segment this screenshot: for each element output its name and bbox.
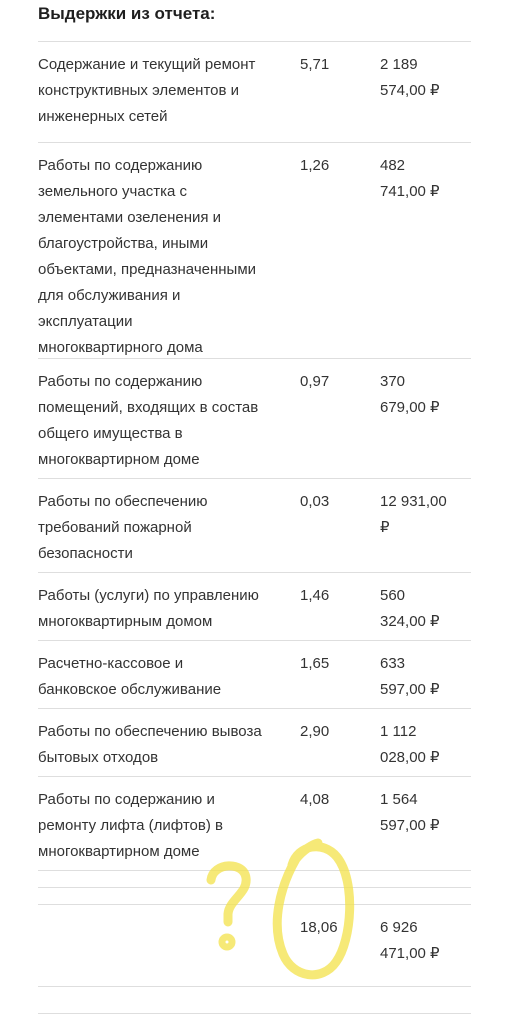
table-row: [38, 641, 471, 709]
row-sum: 633 597,00 ₽: [380, 655, 440, 698]
row-rate: 5,71: [300, 56, 330, 73]
table-row: [38, 573, 471, 641]
row-sum: 2 189 574,00 ₽: [380, 56, 440, 99]
table-row: [38, 871, 471, 888]
row-sum: 12 931,00 ₽: [380, 493, 447, 536]
table-row: [38, 709, 471, 777]
table-row: [38, 359, 471, 479]
total-sum: 6 926 471,00 ₽: [380, 919, 440, 962]
report-table: [38, 41, 471, 1014]
table-row: [38, 143, 471, 359]
row-rate: 2,90: [300, 723, 330, 740]
table-row: [38, 987, 471, 1014]
row-sum: 482 741,00 ₽: [380, 157, 440, 200]
row-sum: 560 324,00 ₽: [380, 587, 440, 630]
row-sum: 1 112 028,00 ₽: [380, 723, 440, 766]
row-name: Расчетно-кассовое и банковское обслуживание: [38, 655, 222, 698]
row-rate: 1,65: [300, 655, 330, 672]
table-row: [38, 777, 471, 871]
report-title: Выдержки из отчета:: [38, 4, 216, 23]
row-name: Работы по обеспечению вывоза бытовых отходов: [38, 723, 262, 766]
row-name: Работы (услуги) по управлению многоквартирным домом: [38, 587, 259, 630]
row-rate: 4,08: [300, 791, 330, 808]
table-row: [38, 479, 471, 573]
row-sum: 370 679,00 ₽: [380, 373, 440, 416]
table-row-total: [38, 905, 471, 987]
row-name: Работы по обеспечению требований пожарной безопасности: [38, 493, 208, 562]
row-sum: 1 564 597,00 ₽: [380, 791, 440, 834]
row-rate: 1,46: [300, 587, 330, 604]
row-rate: 0,03: [300, 493, 330, 510]
row-name: Содержание и текущий ремонт конструктивных элементов и инженерных сетей: [38, 56, 256, 125]
table-row: [38, 888, 471, 905]
row-rate: 1,26: [300, 157, 330, 174]
row-name: Работы по содержанию и ремонту лифта (лифтов) в многоквартирном доме: [38, 791, 223, 860]
table-row: [38, 42, 471, 143]
row-rate: 0,97: [300, 373, 330, 390]
row-name: Работы по содержанию земельного участка с элементами озеленения и благоустройства, иными объектами, предназначенными для обслуживания и эксплуатации многоквартирного дома: [38, 157, 257, 356]
row-name: Работы по содержанию помещений, входящих в состав общего имущества в многоквартирном доме: [38, 373, 259, 468]
total-rate: 18,06: [300, 919, 338, 936]
